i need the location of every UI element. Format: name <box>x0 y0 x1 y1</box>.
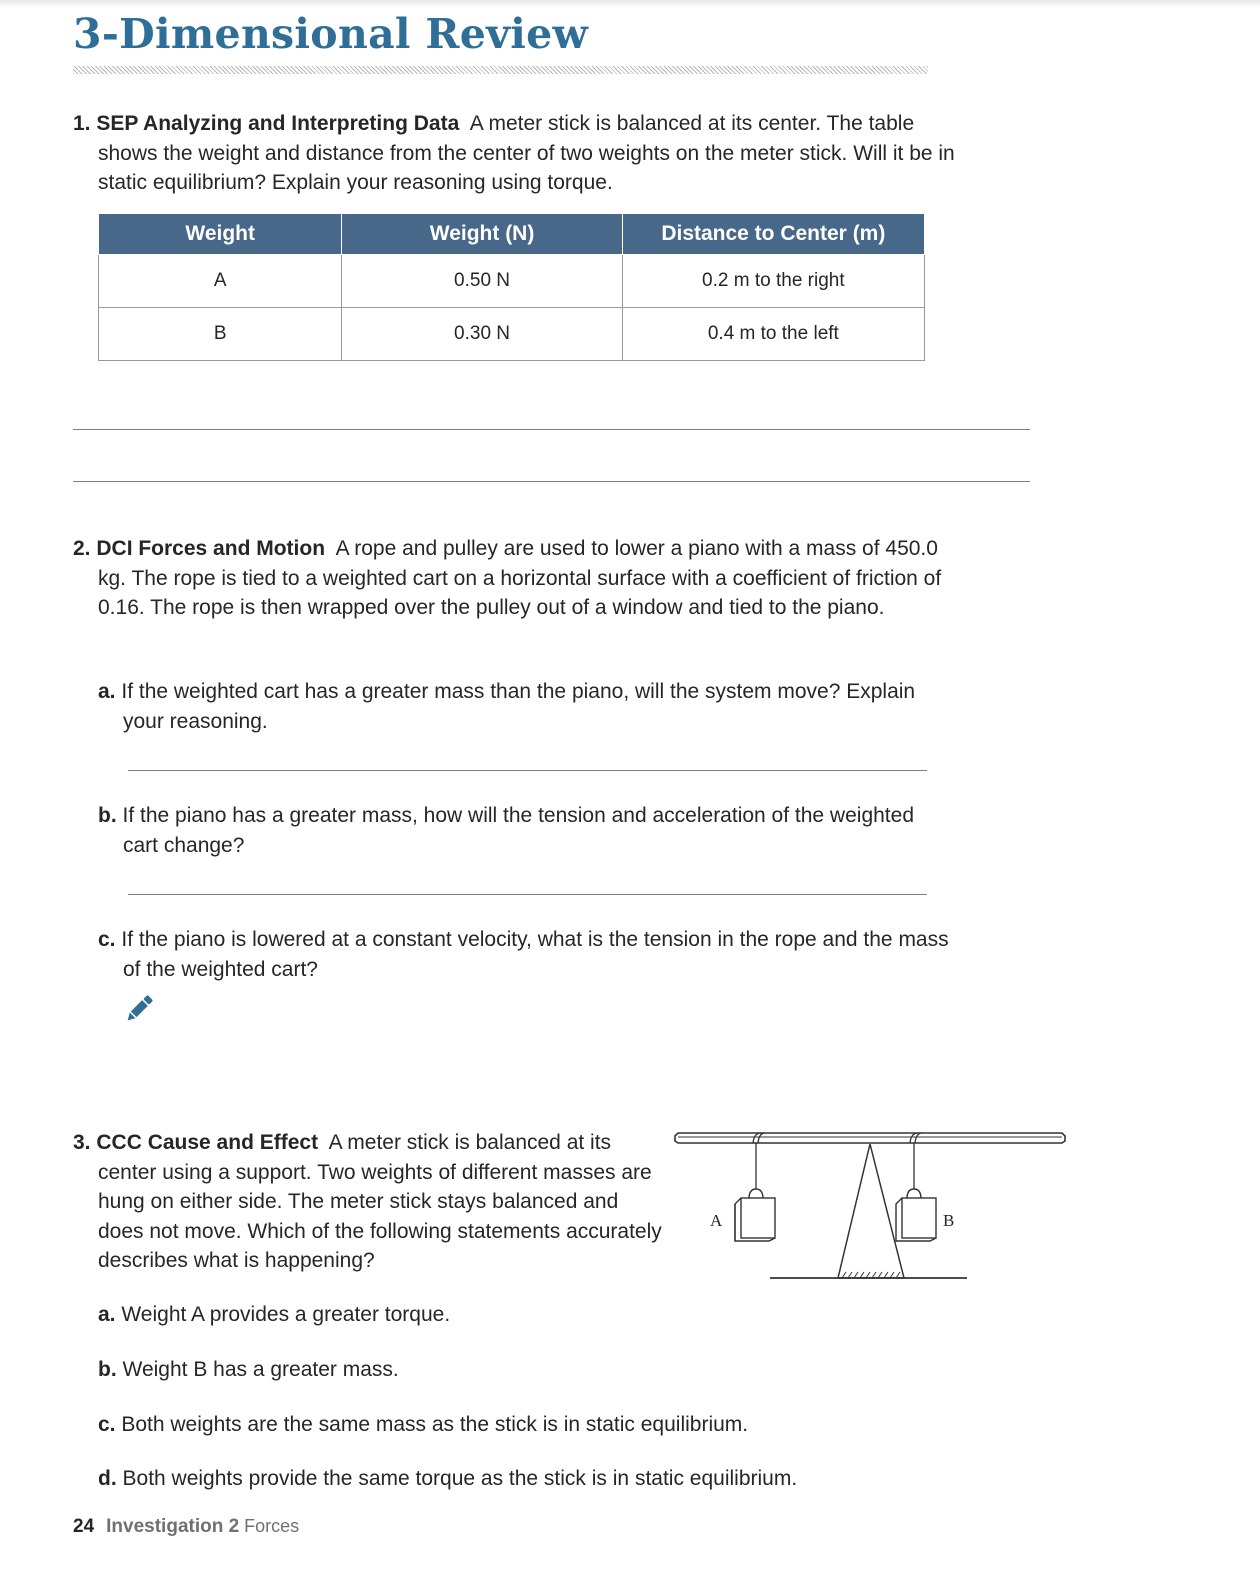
question-3-number: 3. <box>73 1131 91 1154</box>
page-footer <box>73 1516 299 1538</box>
question-2b-text: If the piano has a greater mass, how will the tension and acceleration of the weighted cart change? <box>122 804 914 857</box>
page-number: 24 <box>73 1516 95 1537</box>
pencil-icon[interactable] <box>122 992 156 1026</box>
title-rule <box>73 66 928 74</box>
question-2b-letter: b. <box>98 804 117 827</box>
diagram-label-a: A <box>710 1211 723 1230</box>
table-header-distance: Distance to Center (m) <box>622 214 924 255</box>
option-d-text: Both weights provide the same torque as the stick is in static equilibrium. <box>122 1467 798 1490</box>
weights-table <box>98 213 925 361</box>
option-b-letter: b. <box>98 1358 117 1381</box>
footer-investigation: Investigation 2 <box>106 1516 240 1537</box>
table-row <box>99 255 925 308</box>
question-1-number: 1. <box>73 112 91 135</box>
question-2a-text: If the weighted cart has a greater mass than the piano, will the system move? Explain your reasoning. <box>121 680 916 733</box>
question-1-text: A meter stick is balanced at its center. The table shows the weight and distance from the center of two weights on the meter stick. Will it be in static equilibrium? Explain your reasoning using torque. <box>98 112 955 194</box>
question-2a <box>98 677 953 736</box>
meter-stick-diagram <box>670 1122 1070 1287</box>
option-c[interactable] <box>98 1410 748 1439</box>
option-b[interactable] <box>98 1355 399 1384</box>
question-2 <box>73 534 958 623</box>
option-d[interactable] <box>98 1464 797 1493</box>
answer-line[interactable] <box>73 429 1030 430</box>
question-2-number: 2. <box>73 537 91 560</box>
table-cell: B <box>99 308 342 361</box>
option-d-letter: d. <box>98 1467 117 1490</box>
top-shade <box>0 0 1260 8</box>
option-a-letter: a. <box>98 1303 116 1326</box>
option-c-text: Both weights are the same mass as the stick is in static equilibrium. <box>121 1413 749 1436</box>
table-row <box>99 308 925 361</box>
table-cell: 0.30 N <box>342 308 622 361</box>
question-3-tag: CCC Cause and Effect <box>96 1131 319 1154</box>
question-2c <box>98 925 953 984</box>
meter-stick <box>675 1133 1065 1143</box>
table-cell: 0.50 N <box>342 255 622 308</box>
question-2-tag: DCI Forces and Motion <box>96 537 326 560</box>
question-2b <box>98 801 953 860</box>
table-header-weight-n: Weight (N) <box>342 214 622 255</box>
table-cell: 0.4 m to the left <box>622 308 924 361</box>
question-1-tag: SEP Analyzing and Interpreting Data <box>96 112 460 135</box>
answer-line[interactable] <box>73 481 1030 482</box>
fulcrum-support <box>770 1144 967 1278</box>
diagram-label-b: B <box>943 1211 955 1230</box>
weight-b <box>896 1189 936 1241</box>
question-2c-text: If the piano is lowered at a constant velocity, what is the tension in the rope and the mass of the weighted cart? <box>121 928 949 981</box>
table-header-weight: Weight <box>99 214 342 255</box>
page-title: 3-Dimensional Review <box>73 10 589 58</box>
footer-topic: Forces <box>244 1516 300 1536</box>
option-a-text: Weight A provides a greater torque. <box>121 1303 451 1326</box>
question-3 <box>73 1128 668 1276</box>
question-2a-letter: a. <box>98 680 116 703</box>
option-c-letter: c. <box>98 1413 116 1436</box>
question-1 <box>73 109 958 198</box>
option-a[interactable] <box>98 1300 450 1329</box>
question-2-text: A rope and pulley are used to lower a piano with a mass of 450.0 kg. The rope is tied to a weighted cart on a horizontal surface with a coefficient of friction of 0.16. The rope is then wrapped over the pulley out of a window and tied to the piano. <box>98 537 942 619</box>
table-cell: 0.2 m to the right <box>622 255 924 308</box>
question-3-text: A meter stick is balanced at its center using a support. Two weights of different masses are hung on either side. The meter stick stays balanced and does not move. Which of the following statements accurately describes what is happening? <box>98 1131 662 1272</box>
weight-a <box>735 1189 775 1241</box>
answer-line[interactable] <box>128 770 927 771</box>
table-header-row <box>99 214 925 255</box>
answer-line[interactable] <box>128 894 927 895</box>
question-2c-letter: c. <box>98 928 116 951</box>
table-cell: A <box>99 255 342 308</box>
option-b-text: Weight B has a greater mass. <box>122 1358 399 1381</box>
